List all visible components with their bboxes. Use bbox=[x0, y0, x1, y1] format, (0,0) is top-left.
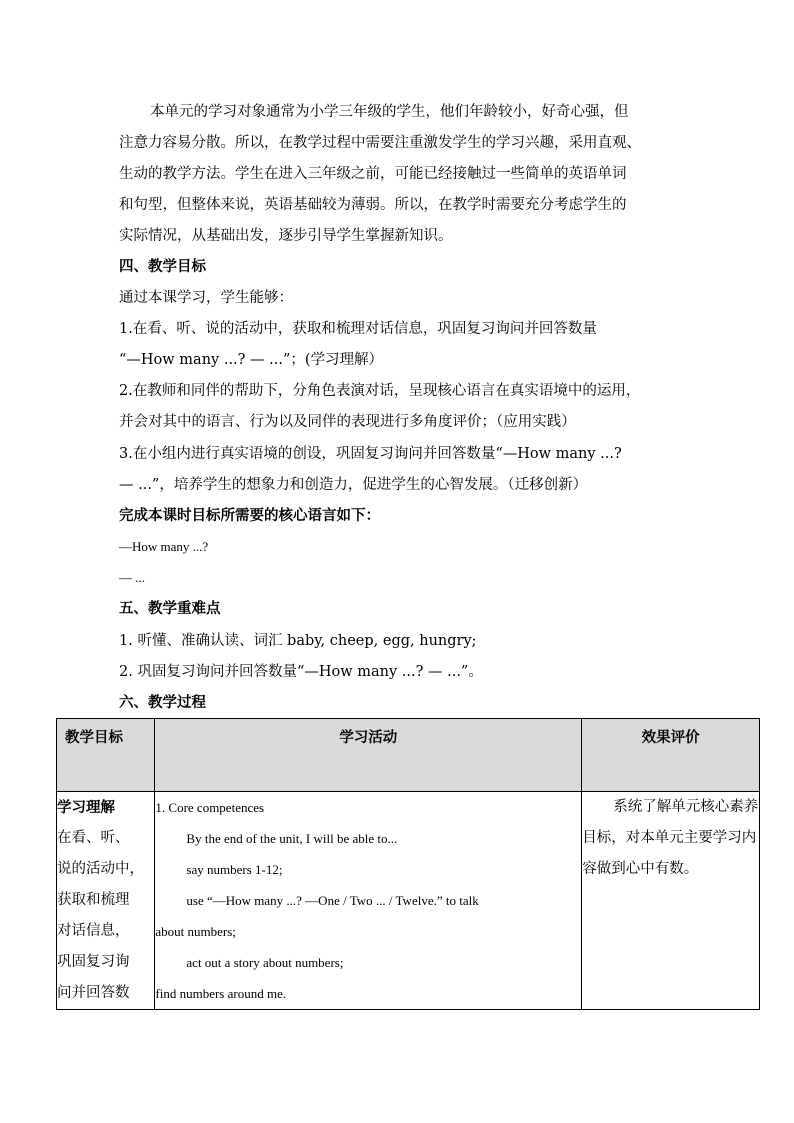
objective-cell-title: 学习理解 bbox=[57, 799, 115, 816]
paragraph-line: 和句型，但整体来说，英语基础较为薄弱。所以，在教学时需要充分考虑学生的 bbox=[119, 197, 627, 213]
paragraph-line: 本单元的学习对象通常为小学三年级的学生，他们年龄较小，好奇心强，但 bbox=[150, 104, 629, 120]
core-language-line: — ... bbox=[119, 570, 145, 585]
objective-3: 3.在小组内进行真实语境的创设，巩固复习询问并回答数量“—How many ...? bbox=[119, 446, 622, 462]
activity-line: say numbers 1-12; bbox=[186, 862, 283, 877]
objective-2: 2.在教师和同伴的帮助下，分角色表演对话，呈现核心语言在真实语境中的运用， bbox=[119, 383, 641, 399]
objective-1: 1.在看、听、说的活动中，获取和梳理对话信息，巩固复习询问并回答数量 bbox=[119, 321, 597, 337]
paragraph-line: 实际情况，从基础出发，逐步引导学生掌握新知识。 bbox=[119, 228, 453, 244]
activity-line: about numbers; bbox=[155, 924, 236, 939]
activity-line: act out a story about numbers; bbox=[186, 955, 344, 970]
activity-line: use “—How many ...? —One / Two ... / Twelve.” to talk bbox=[186, 893, 479, 908]
teaching-process-table bbox=[56, 718, 760, 1010]
table-header-row bbox=[57, 719, 760, 792]
header-label: 效果评价 bbox=[641, 729, 700, 746]
activity-line: find numbers around me. bbox=[155, 986, 287, 1001]
objective-cell-line: 问并回答数 bbox=[57, 985, 130, 1001]
section-heading-key-points: 五、教学重难点 bbox=[119, 600, 221, 617]
header-cell-evaluation bbox=[582, 719, 760, 792]
section-heading-process: 六、教学过程 bbox=[119, 694, 206, 711]
activity-line: By the end of the unit, I will be able to... bbox=[186, 831, 398, 846]
objective-cell-line: 获取和梳理 bbox=[57, 892, 130, 908]
activity-cell bbox=[155, 792, 582, 1010]
paragraph-line: 注意力容易分散。所以，在教学过程中需要注重激发学生的学习兴趣，采用直观、 bbox=[119, 135, 641, 151]
objective-cell-line: 巩固复习询 bbox=[57, 954, 130, 970]
evaluation-cell bbox=[582, 792, 760, 1010]
objective-2-cont: 并会对其中的语言、行为以及同伴的表现进行多角度评价；（应用实践） bbox=[119, 414, 576, 430]
header-cell-activity bbox=[155, 719, 582, 792]
paragraph-line: 生动的教学方法。学生在进入三年级之前，可能已经接触过一些简单的英语单词 bbox=[119, 166, 627, 182]
objective-3-cont: — ...”，培养学生的想象力和创造力，促进学生的心智发展。（迁移创新） bbox=[119, 477, 588, 493]
section-heading-objectives: 四、教学目标 bbox=[119, 258, 206, 275]
objective-cell-line: 在看、听、 bbox=[57, 830, 130, 846]
core-language-heading: 完成本课时目标所需要的核心语言如下： bbox=[119, 507, 380, 524]
objective-cell bbox=[57, 792, 155, 1010]
key-point-2: 2. 巩固复习询问并回答数量“—How many ...? — ...”。 bbox=[119, 664, 483, 680]
table-row bbox=[57, 792, 760, 1010]
header-label: 学习活动 bbox=[339, 729, 398, 746]
core-language-line: —How many ...? bbox=[119, 539, 209, 554]
objectives-intro: 通过本课学习，学生能够： bbox=[119, 290, 293, 306]
header-label: 教学目标 bbox=[65, 729, 123, 746]
activity-line: 1. Core competences bbox=[155, 800, 265, 815]
key-point-1: 1. 听懂、准确认读、词汇 baby, cheep, egg, hungry; bbox=[119, 633, 477, 649]
objective-cell-line: 对话信息， bbox=[57, 923, 130, 939]
evaluation-text: 系统了解单元核心素养目标，对本单元主要学习内容做到心中有数。 bbox=[582, 799, 759, 877]
objective-cell-line: 说的活动中， bbox=[57, 861, 144, 877]
header-cell-objective bbox=[57, 719, 155, 792]
objective-1-cont: “—How many ...? — ...”；(学习理解） bbox=[119, 352, 384, 368]
